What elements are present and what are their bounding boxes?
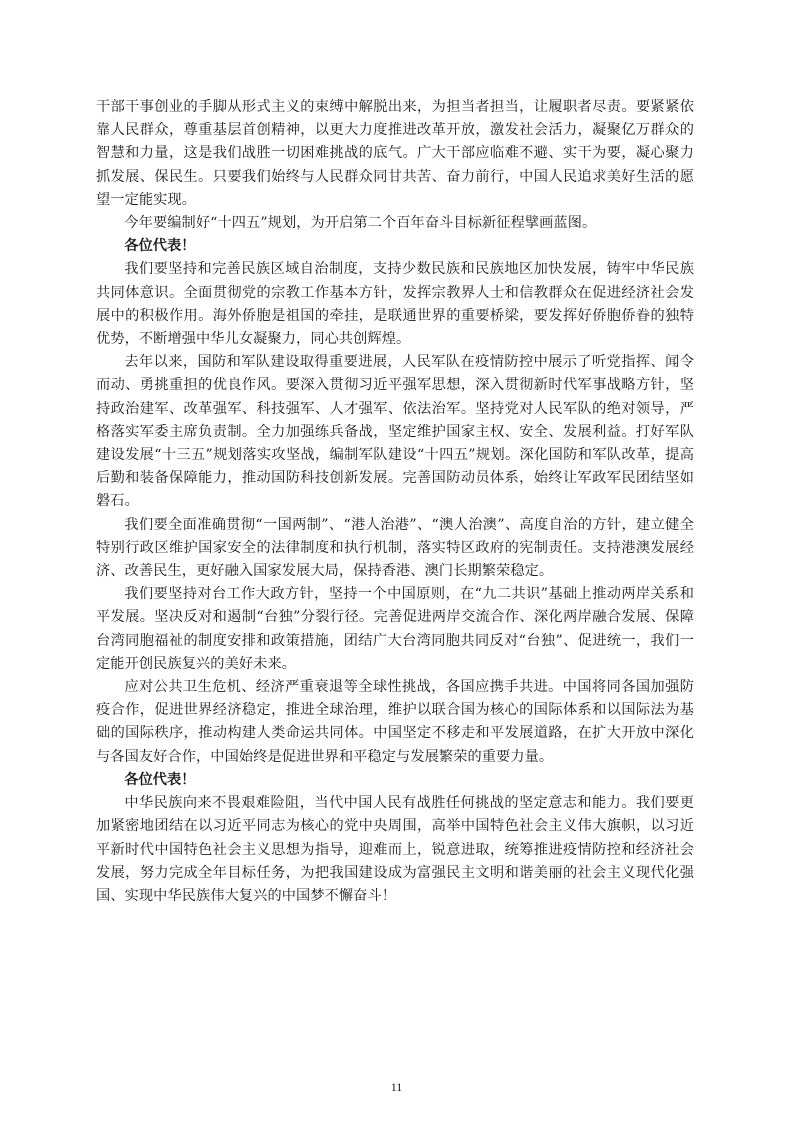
paragraph-national-defense: 去年以来，国防和军队建设取得重要进展，人民军队在疫情防控中展示了听党指挥、闻令而动、勇挑重担的优良作风。要深入贯彻习近平强军思想，深入贯彻新时代军事战略方针，坚持政治建军、改革强军、科技强军、人才强军、依法治军。坚持党对人民军队的绝对领导，严格落实军委主席负责制。全力加强练兵备战，坚定维护国家主权、安全、发展利益。打好军队建设发展“十三五”规划落实攻坚战，编制军队建设“十四五”规划。深化国防和军队改革，提高后勤和装备保障能力，推动国防科技创新发展。完善国防动员体系，始终让军政军民团结坚如磐石。 xyxy=(96,354,694,510)
section-heading-deputies: 各位代表！ xyxy=(124,238,196,255)
document-body xyxy=(96,96,694,908)
page-number: 11 xyxy=(390,1080,403,1094)
paragraph-taiwan: 我们要坚持对台工作大政方针，坚持一个中国原则，在“九二共识”基础上推动两岸关系和平发展。坚决反对和遏制“台独”分裂行径。完善促进两岸交流合作、深化两岸融合发展、保障台湾同胞福祉的制度安排和政策措施，团结广大台湾同胞共同反对“台独”、促进统一，我们一定能开创民族复兴的美好未来。 xyxy=(96,586,694,672)
paragraph-continuation: 干部干事创业的手脚从形式主义的束缚中解脱出来，为担当者担当，让履职者尽责。要紧紧依靠人民群众，尊重基层首创精神，以更大力度推进改革开放，激发社会活力，凝聚亿万群众的智慧和力量，这是我们战胜一切困难挑战的底气。广大干部应临难不避、实干为要，凝心聚力抓发展、保民生。只要我们始终与人民群众同甘共苦、奋力前行，中国人民追求美好生活的愿望一定能实现。 xyxy=(96,99,694,208)
paragraph-closing: 中华民族向来不畏艰难险阻，当代中国人民有战胜任何挑战的坚定意志和能力。我们要更加紧密地团结在以习近平同志为核心的党中央周围，高举中国特色社会主义伟大旗帜，以习近平新时代中国特色社会主义思想为指导，迎难而上，锐意进取，统筹推进疫情防控和经济社会发展，努力完成全年目标任务，为把我国建设成为富强民主文明和谐美丽的社会主义现代化强国、实现中华民族伟大复兴的中国梦不懈奋斗！ xyxy=(96,795,694,904)
paragraph-ethnic-religious: 我们要坚持和完善民族区域自治制度，支持少数民族和民族地区加快发展，铸牢中华民族共同体意识。全面贯彻党的宗教工作基本方针，发挥宗教界人士和信教群众在促进经济社会发展中的积极作用。海外侨胞是祖国的牵挂，是联通世界的重要桥梁，要发挥好侨胞侨眷的独特优势，不断增强中华儿女凝聚力，同心共创辉煌。 xyxy=(96,261,694,348)
paragraph-planning: 今年要编制好“十四五”规划，为开启第二个百年奋斗目标新征程擘画蓝图。 xyxy=(124,215,597,232)
section-heading-deputies-closing: 各位代表！ xyxy=(124,771,196,788)
paragraph-global-cooperation: 应对公共卫生危机、经济严重衰退等全球性挑战，各国应携手共进。中国将同各国加强防疫合作，促进世界经济稳定，推进全球治理，维护以联合国为核心的国际体系和以国际法为基础的国际秩序，推动构建人类命运共同体。中国坚定不移走和平发展道路，在扩大开放中深化与各国友好合作，中国始终是促进世界和平稳定与发展繁荣的重要力量。 xyxy=(96,679,694,765)
paragraph-hong-kong-macao: 我们要全面准确贯彻“一国两制”、“港人治港”、“澳人治澳”、高度自治的方针，建立健全特别行政区维护国家安全的法律制度和执行机制，落实特区政府的宪制责任。支持港澳发展经济、改善民生，更好融入国家发展大局，保持香港、澳门长期繁荣稳定。 xyxy=(96,516,694,580)
